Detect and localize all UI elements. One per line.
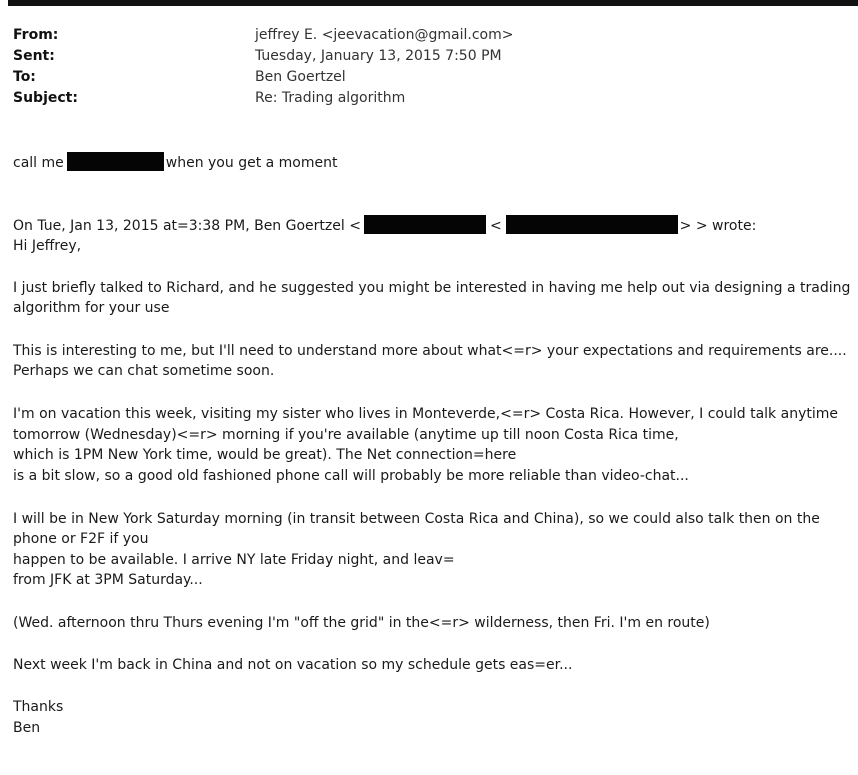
sent-value: Tuesday, January 13, 2015 7:50 PM: [255, 48, 502, 64]
paragraph-3-line-3: which is 1PM New York time, would be great). The Net connection=here: [13, 447, 517, 463]
paragraph-1-line-1: I just briefly talked to Richard, and he suggested you might be interested in having me help out via designing a trading: [13, 280, 851, 296]
signature: Ben: [13, 720, 41, 736]
reply-text-after: when you get a moment: [165, 155, 338, 171]
redaction-box: [506, 215, 678, 234]
reply-text-before: call me: [13, 155, 64, 171]
paragraph-4-line-1: I will be in New York Saturday morning (in transit between Costa Rica and China), so we could also talk then on the: [13, 511, 820, 527]
quote-prefix: On Tue, Jan 13, 2015 at=3:38 PM, Ben Goertzel <: [13, 218, 361, 234]
paragraph-4-line-3: happen to be available. I arrive NY late Friday night, and leav=: [13, 552, 455, 568]
paragraph-3-line-4: is a bit slow, so a good old fashioned phone call will probably be more reliable than video-chat...: [13, 468, 689, 484]
paragraph-3-line-2: tomorrow (Wednesday)<=r> morning if you're available (anytime up till noon Costa Rica time,: [13, 427, 679, 443]
paragraph-4-line-4: from JFK at 3PM Saturday...: [13, 572, 203, 588]
closing: Thanks: [13, 699, 64, 715]
subject-value: Re: Trading algorithm: [255, 90, 406, 106]
reply-line: [13, 152, 337, 173]
subject-label: Subject:: [13, 90, 78, 106]
redaction-box: [67, 152, 164, 171]
top-rule: [8, 0, 858, 6]
paragraph-6-line-1: Next week I'm back in China and not on vacation so my schedule gets eas=er...: [13, 657, 573, 673]
to-label: To:: [13, 69, 36, 85]
to-value: Ben Goertzel: [255, 69, 346, 85]
quote-mid: <: [489, 218, 502, 234]
quote-suffix: > > wrote:: [679, 218, 757, 234]
paragraph-2-line-2: Perhaps we can chat sometime soon.: [13, 363, 275, 379]
greeting: Hi Jeffrey,: [13, 238, 82, 254]
from-value: jeffrey E. <jeevacation@gmail.com>: [255, 27, 514, 43]
from-label: From:: [13, 27, 59, 43]
quote-attribution-line: [13, 215, 756, 236]
paragraph-5-line-1: (Wed. afternoon thru Thurs evening I'm "off the grid" in the<=r> wilderness, then Fri. I'm en route): [13, 615, 710, 631]
paragraph-1-line-2: algorithm for your use: [13, 300, 170, 316]
paragraph-2-line-1: This is interesting to me, but I'll need to understand more about what<=r> your expectations and requirements are....: [13, 343, 847, 359]
sent-label: Sent:: [13, 48, 55, 64]
redaction-box: [364, 215, 486, 234]
paragraph-3-line-1: I'm on vacation this week, visiting my sister who lives in Monteverde,<=r> Costa Rica. However, I could talk anytime: [13, 406, 838, 422]
paragraph-4-line-2: phone or F2F if you: [13, 531, 149, 547]
